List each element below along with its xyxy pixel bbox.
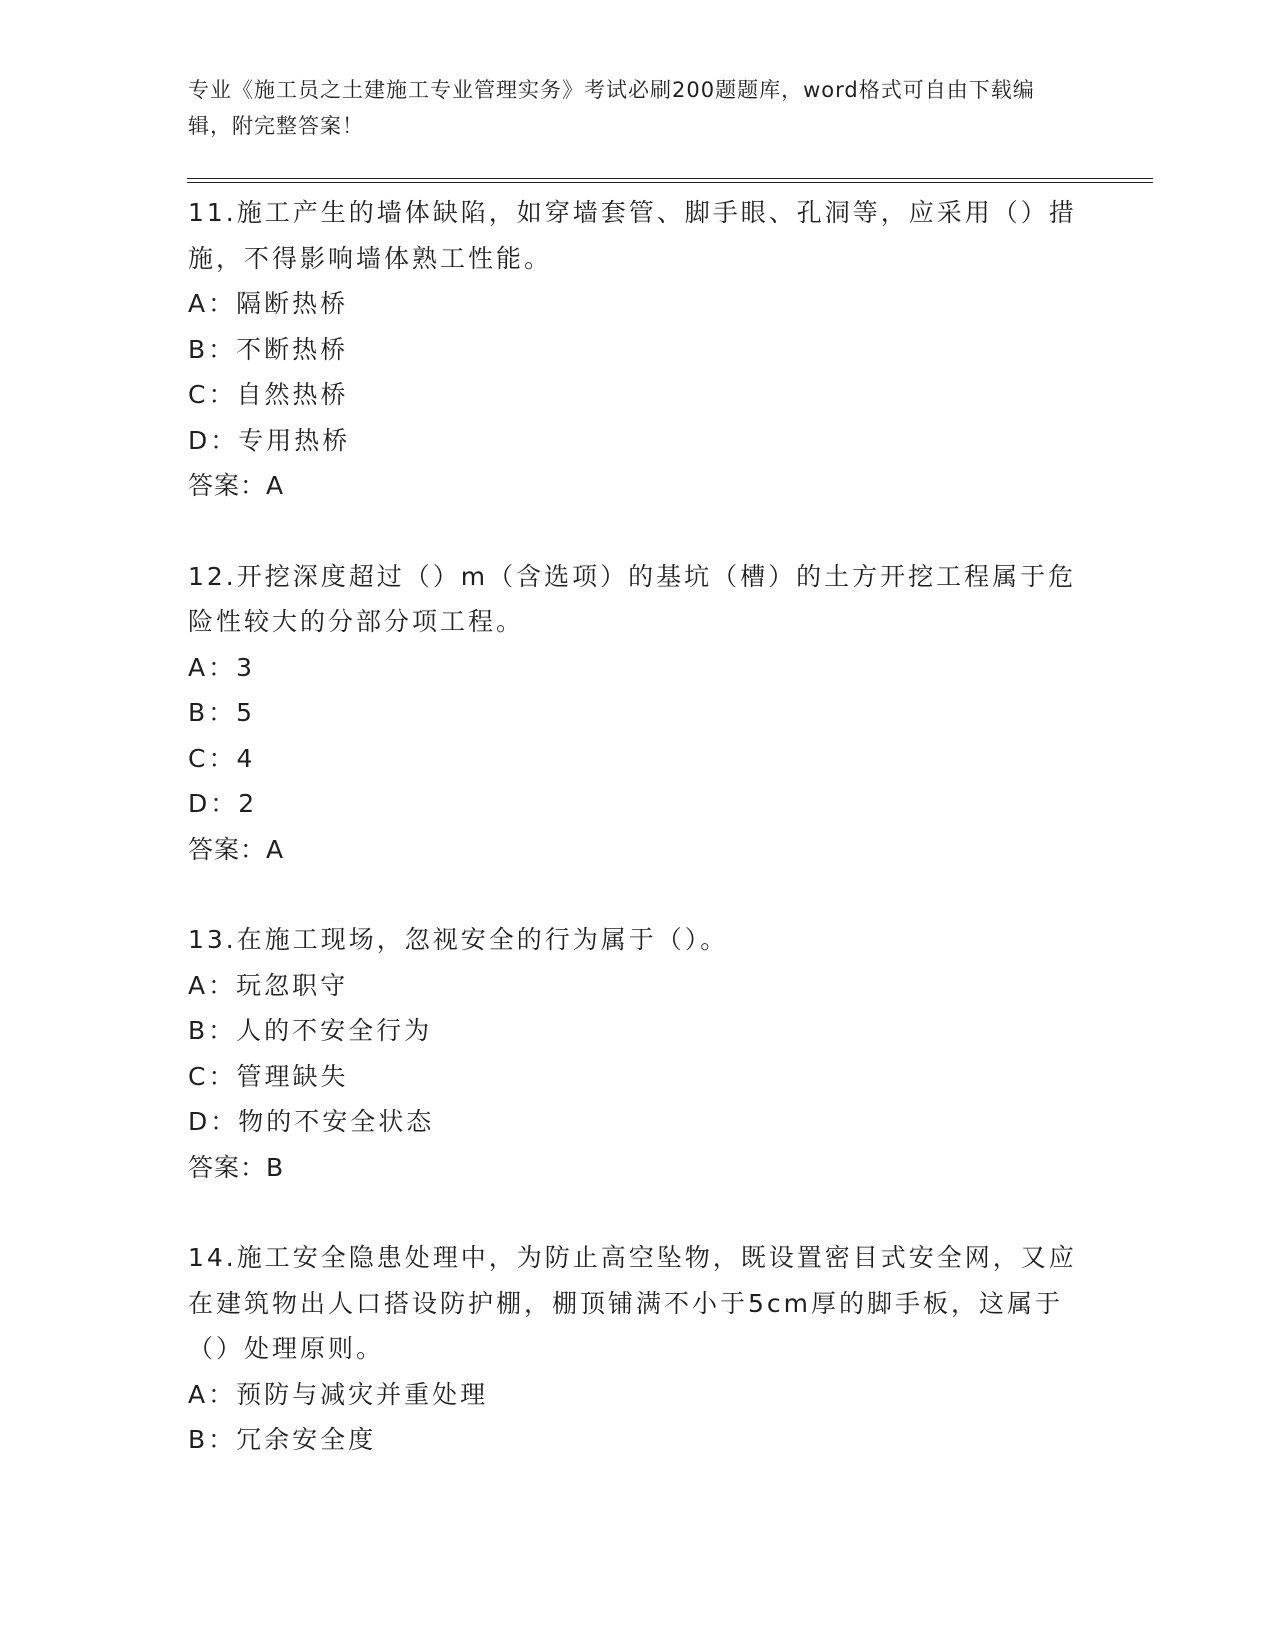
option-b: B：不断热桥 <box>188 334 349 364</box>
option-a: A：预防与减灾并重处理 <box>188 1379 489 1409</box>
option-b: B：人的不安全行为 <box>188 1016 433 1045</box>
header-divider <box>187 178 1153 183</box>
option-b: B：冗余安全度 <box>188 1425 377 1454</box>
question-stem: 12.开挖深度超过（）m（含选项）的基坑（槽）的土方开挖工程属于危险性较大的分部分项工程。 <box>188 561 1077 636</box>
option-c: C：管理缺失 <box>188 1061 349 1091</box>
document-header <box>188 72 1068 144</box>
question-stem: 14.施工安全隐患处理中，为防止高空坠物，既设置密目式安全网，又应在建筑物出人口搭设防护棚，棚顶铺满不小于5cm厚的脚手板，这属于（）处理原则。 <box>188 1243 1077 1363</box>
option-a: A：隔断热桥 <box>188 289 349 318</box>
question-14 <box>188 1235 1088 1463</box>
option-d: D：2 <box>188 789 258 818</box>
option-d: D：专用热桥 <box>188 425 351 455</box>
option-a: A：3 <box>188 652 256 682</box>
question-12 <box>188 554 1088 873</box>
header-title: 专业《施工员之土建施工专业管理实务》考试必刷200题题库，word格式可自由下载编辑，附完整答案！ <box>188 78 1035 138</box>
question-11 <box>188 190 1088 509</box>
option-d: D：物的不安全状态 <box>188 1107 435 1136</box>
option-a: A：玩忽职守 <box>188 970 349 1000</box>
question-stem: 13.在施工现场，忽视安全的行为属于（）。 <box>188 925 729 954</box>
answer: 答案：B <box>188 1152 285 1182</box>
option-c: C：4 <box>188 743 256 773</box>
answer: 答案：A <box>188 471 285 500</box>
answer: 答案：A <box>188 834 285 864</box>
question-list <box>188 190 1088 1508</box>
option-c: C：自然热桥 <box>188 380 349 409</box>
question-stem: 11.施工产生的墙体缺陷，如穿墙套管、脚手眼、孔洞等，应采用（）措施，不得影响墙体熟工性能。 <box>188 198 1077 273</box>
option-b: B：5 <box>188 698 256 727</box>
question-13 <box>188 917 1088 1190</box>
